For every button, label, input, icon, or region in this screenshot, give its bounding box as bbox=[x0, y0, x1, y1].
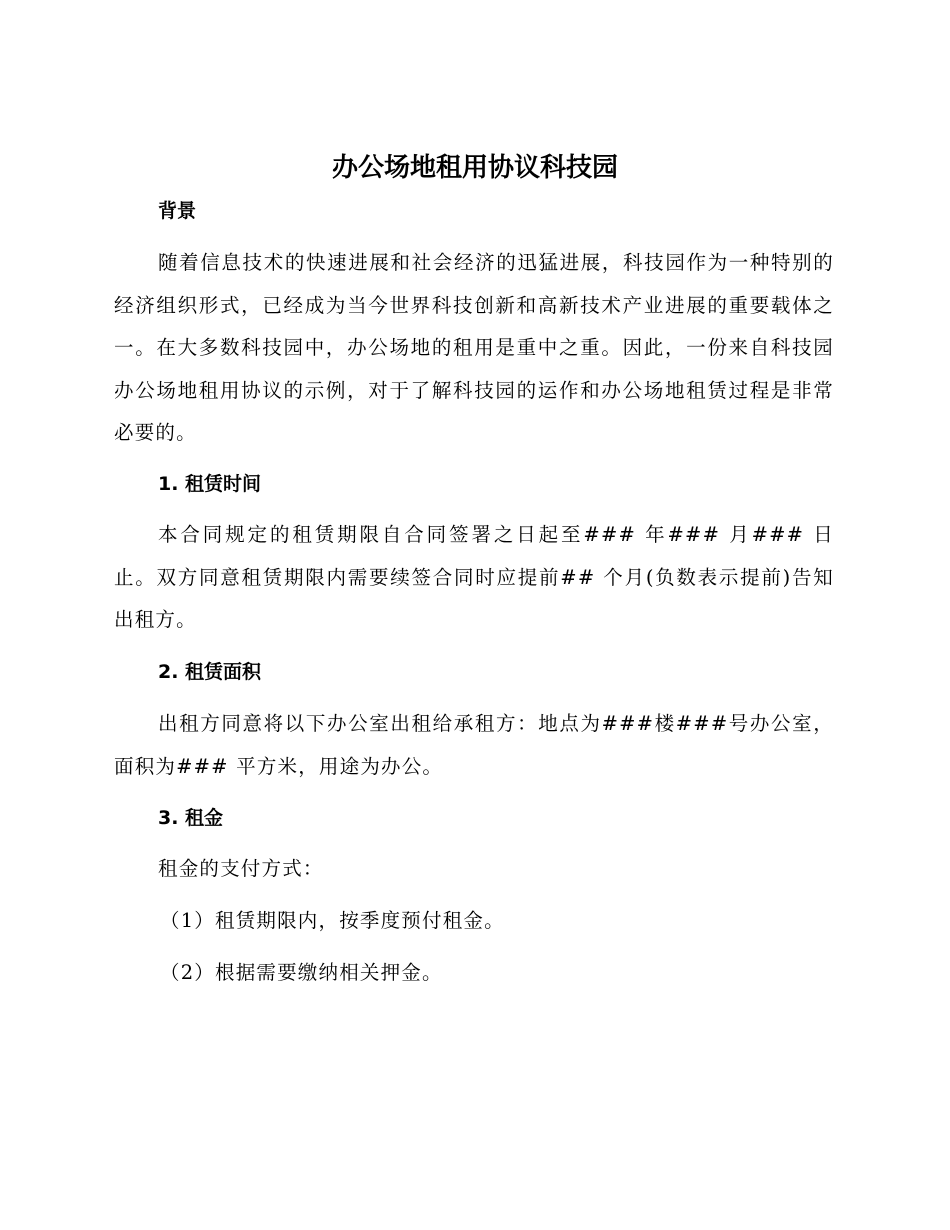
section-heading-lease-area: 2. 租赁面积 bbox=[158, 661, 262, 683]
section-heading-lease-term: 1. 租赁时间 bbox=[158, 473, 262, 495]
section-paragraph-lease-term: 本合同规定的租赁期限自合同签署之日起至### 年### 月### 日止。双方同意租赁期限内需要续签合同时应提前## 个月(负数表示提前)告知出租方。 bbox=[114, 523, 834, 631]
list-item: （1）租赁期限内，按季度预付租金。 bbox=[160, 909, 505, 932]
background-heading: 背景 bbox=[158, 200, 197, 222]
section-heading-rent: 3. 租金 bbox=[158, 807, 224, 829]
rent-payment-intro: 租金的支付方式： bbox=[158, 857, 324, 880]
list-item: （2）根据需要缴纳相关押金。 bbox=[160, 961, 443, 984]
section-paragraph-lease-area: 出租方同意将以下办公室出租给承租方：地点为###楼###号办公室，面积为### 平方米，用途为办公。 bbox=[114, 712, 834, 778]
document-title: 办公场地租用协议科技园 bbox=[331, 153, 618, 183]
background-paragraph: 随着信息技术的快速进展和社会经济的迅猛进展，科技园作为一种特别的经济组织形式，已经成为当今世界科技创新和高新技术产业进展的重要载体之一。在大多数科技园中，办公场地的租用是重中之重。因此，一份来自科技园办公场地租用协议的示例，对于了解科技园的运作和办公场地租赁过程是非常必要的。 bbox=[114, 251, 834, 444]
